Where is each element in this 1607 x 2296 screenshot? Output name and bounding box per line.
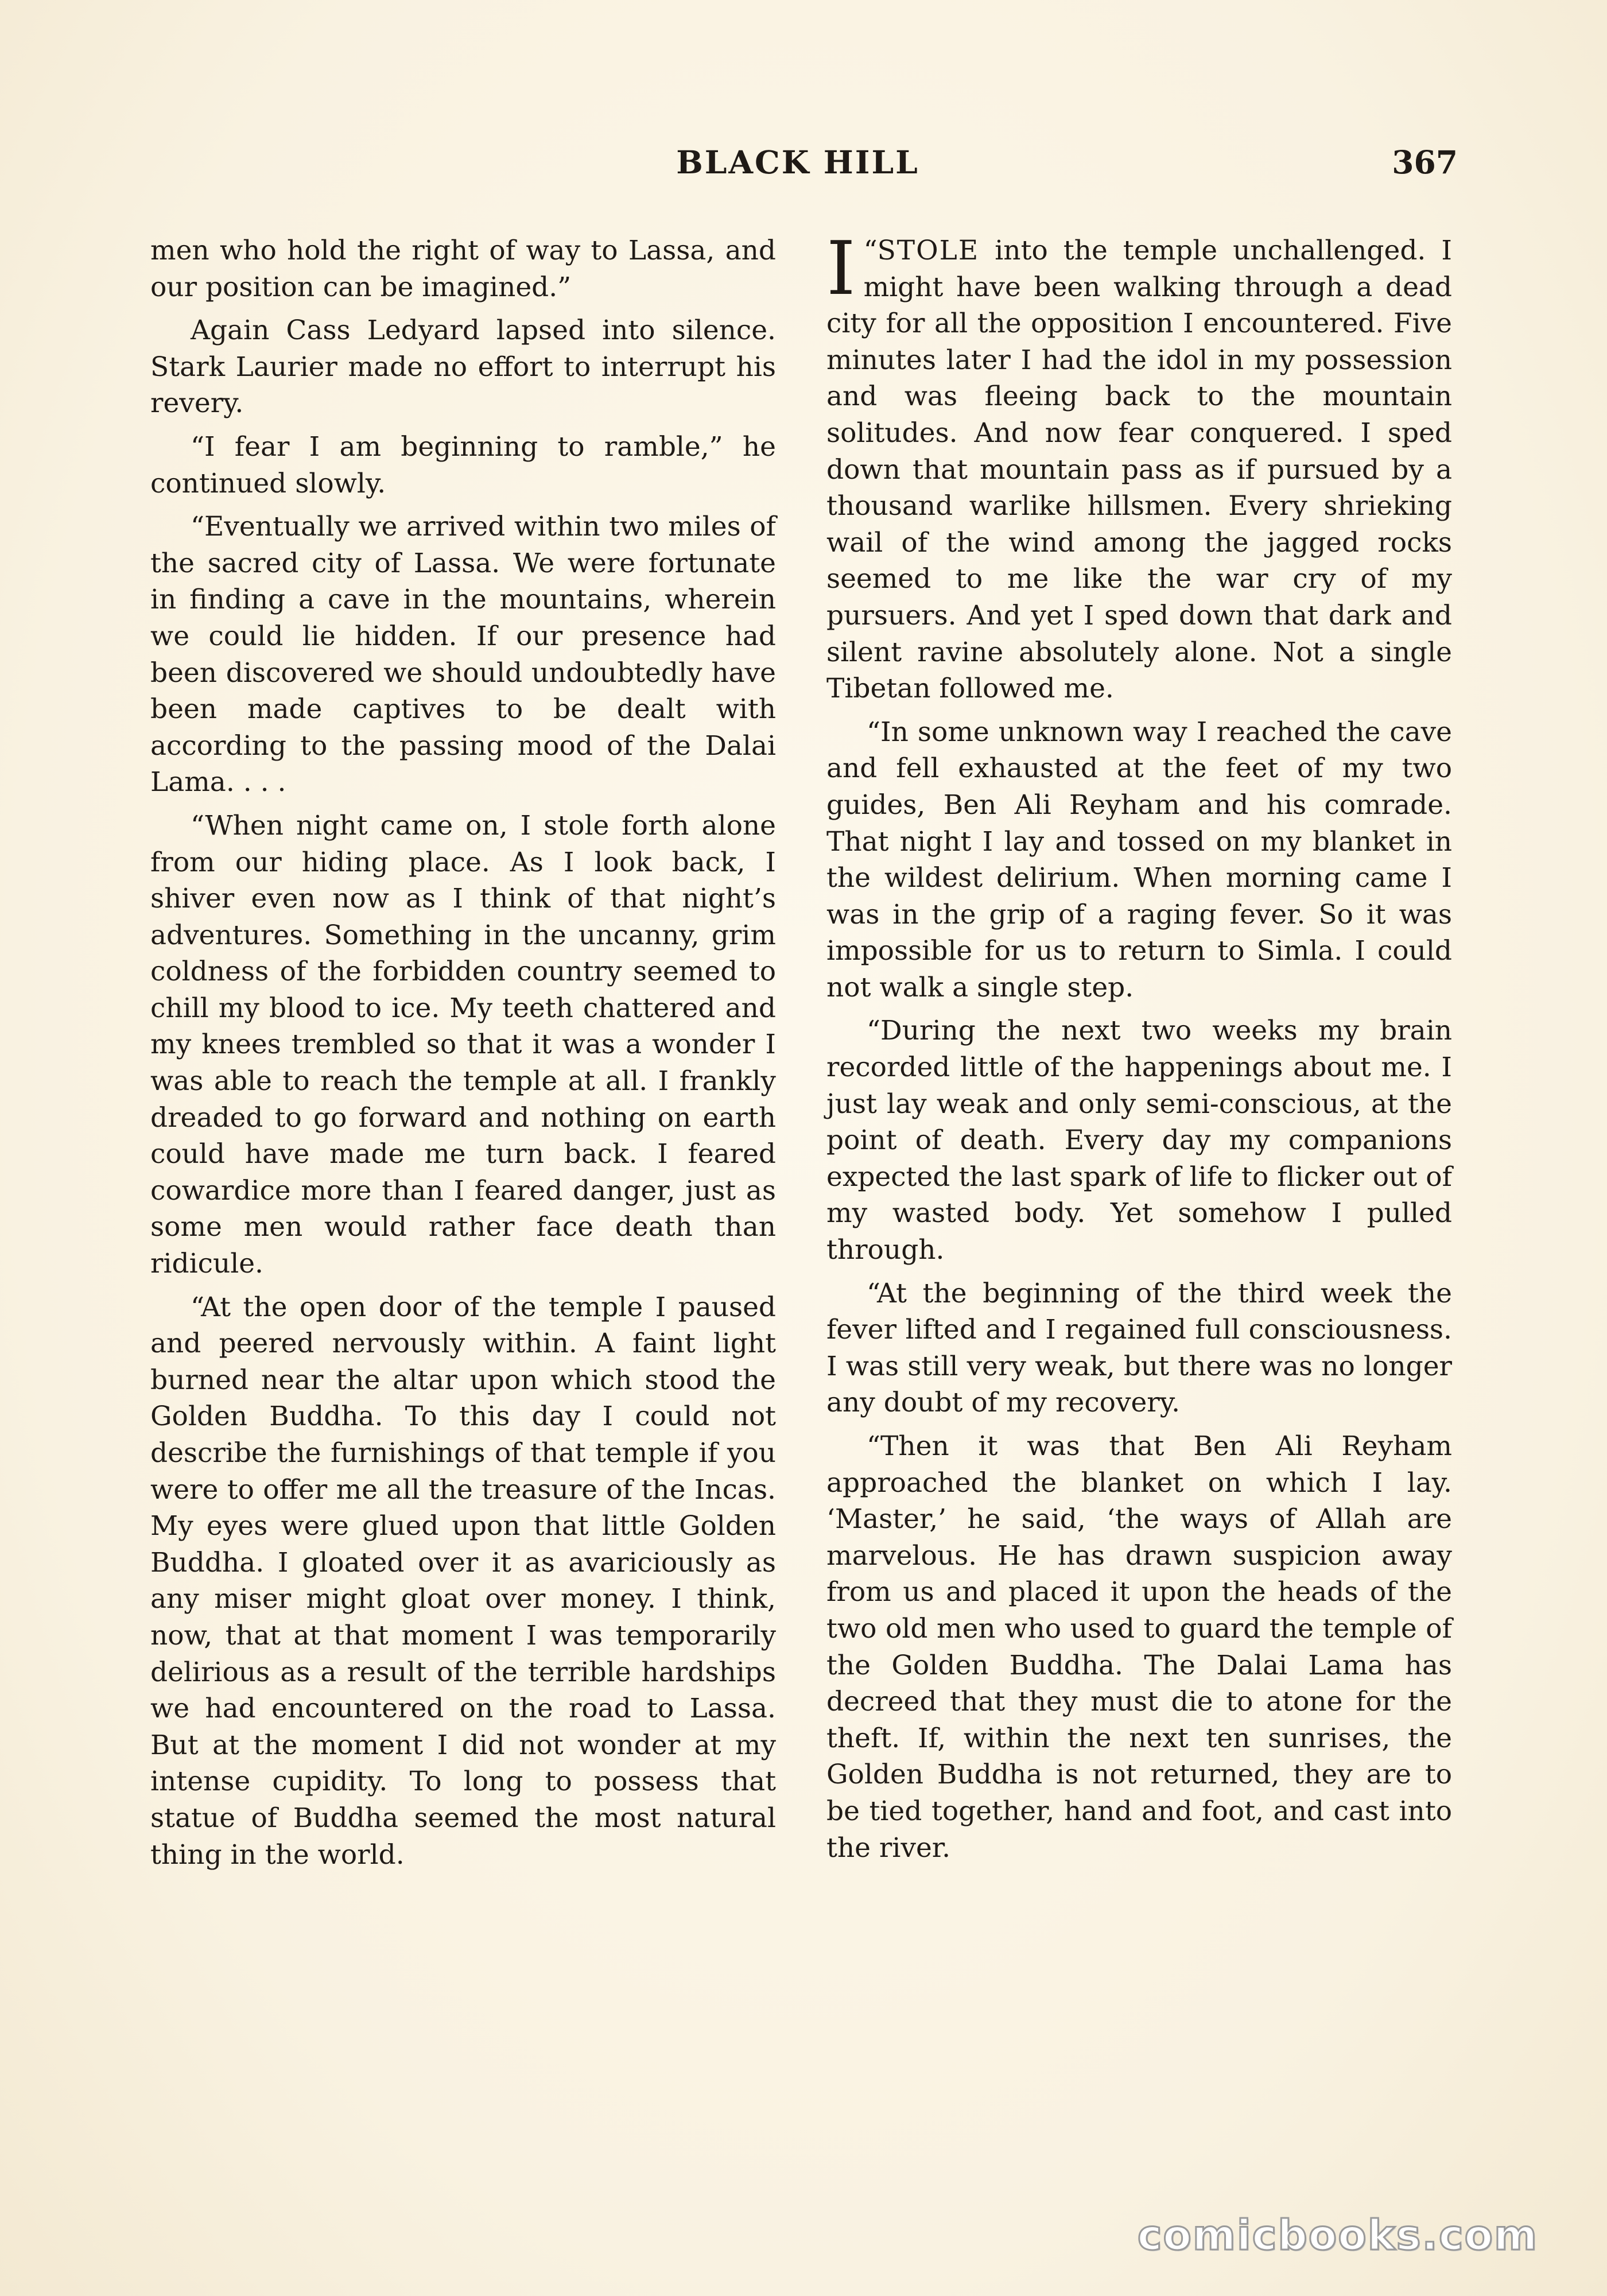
small-caps-lead: STOLE [877,235,980,266]
paragraph: “In some unknown way I reached the cave and fell exhausted at the feet of my two guides, Ben Ali Reyham and his comrade. That night I lay and tossed on my blanket in the wildest delirium. When morning came I was in the grip of a raging fever. So it was impossible for us to return to Simla. I could not walk a single step. [826,716,1452,1003]
running-head [0,144,1607,189]
left-column [150,232,776,1880]
page-number: 367 [1392,144,1458,181]
paragraph: “Eventually we arrived within two miles of the sacred city of Lassa. We were fortunate in finding a cave in the mountains, wherein we could lie hidden. If our presence had been discovered we should undoubtedly have been made captives to be dealt with according to the passing mood of the Dalai Lama. . . . [150,511,776,798]
paragraph: “At the open door of the temple I paused and peered nervously within. A faint light burned near the altar upon which stood the Golden Buddha. To this day I could not describe the furnishings of that temple if you were to offer me all the treasure of the Incas. My eyes were glued upon that little Golden Buddha. I gloated over it as avariciously as any miser might gloat over money. I think, now, that at that moment I was temporarily delirious as a result of the terrible hardships we had encountered on the road to Lassa. But at the moment I did not wonder at my intense cupidity. To long to possess that statue of Buddha seemed the most natural thing in the world. [150,1291,776,1871]
paragraph-text: into the temple unchallenged. I might have been walking through a dead city for all the opposition I encountered. Five minutes later I had the idol in my possession and was fleeing back to the mountain solitudes. And now fear conquered. I sped down that mountain pass as if pursued by a thousand warlike hillsmen. Every shrieking wail of the wind among the jagged rocks seemed to me like the war cry of my pursuers. And yet I sped down that dark and silent ravine absolutely alone. Not a single Tibetan followed me. [826,235,1452,705]
paragraph: men who hold the right of way to Lassa, and our position can be imagined.” [150,235,776,303]
paragraph: “At the beginning of the third week the fever lifted and I regained full consciousness. I was still very weak, but there was no longer any doubt of my recovery. [826,1277,1452,1419]
section-opening-paragraph [826,226,1452,707]
paragraph: “I fear I am beginning to ramble,” he continued slowly. [150,430,776,499]
paragraph: “Then it was that Ben Ali Reyham approached the blanket on which I lay. ‘Master,’ he said, ‘the ways of Allah are marvelous. He has drawn suspicion away from us and placed it upon the heads of the two old men who used to guard the temple of the Golden Buddha. The Dalai Lama has decreed that they must die to atone for the theft. If, within the next ten sunrises, the Golden Buddha is not returned, they are to be tied together, hand and foot, and cast into the river. [826,1430,1452,1864]
paragraph: Again Cass Ledyard lapsed into silence. Stark Laurier made no effort to interrupt his revery. [150,315,776,420]
paragraph: “During the next two weeks my brain recorded little of the happenings about me. I just lay weak and only semi-conscious, at the point of death. Every day my companions expected the last spark of life to flicker out of my wasted body. Yet somehow I pulled through. [826,1015,1452,1266]
drop-cap: I [826,226,856,312]
watermark-logo: comicbooks.com [1137,2211,1538,2259]
paragraph: “When night came on, I stole forth alone from our hiding place. As I look back, I shiver even now as I think of that night’s adventures. Something in the uncanny, grim coldness of the forbidden country seemed to chill my blood to ice. My teeth chattered and my knees trembled so that it was a wonder I was able to reach the temple at all. I frankly dreaded to go forward and nothing on earth could have made me turn back. I feared cowardice more than I feared danger, just as some men would rather face death than ridicule. [150,809,776,1280]
opening-quote: “ [863,235,878,266]
chapter-title: BLACK HILL [676,144,919,181]
right-column [826,226,1452,1873]
